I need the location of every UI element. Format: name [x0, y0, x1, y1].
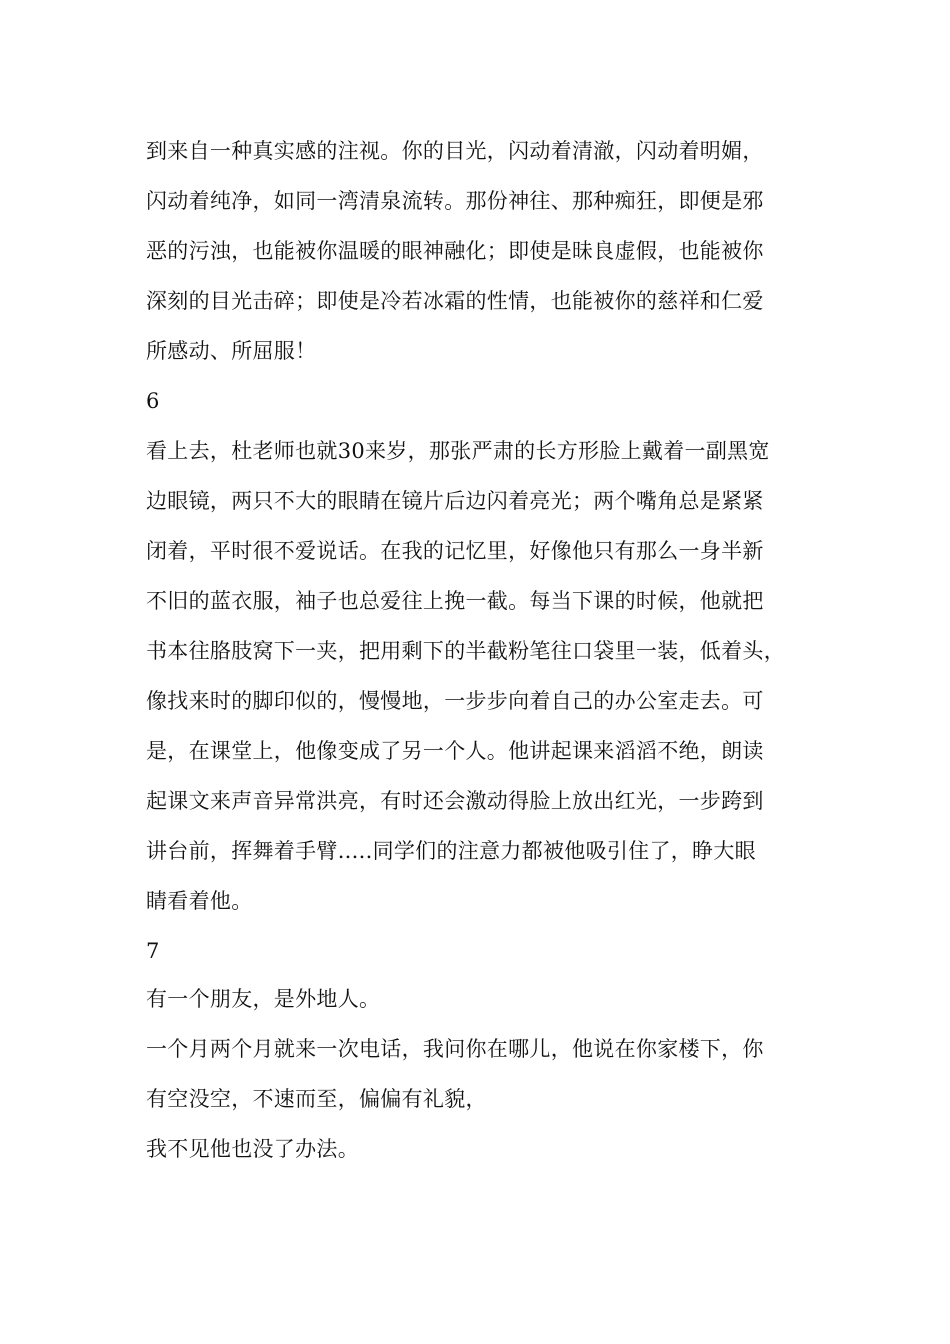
paragraph-line: 闪动着纯净，如同一湾清泉流转。那份神往、那种痴狂，即便是邪: [146, 189, 764, 213]
paragraph-line: 深刻的目光击碎；即使是冷若冰霜的性情，也能被你的慈祥和仁爱: [146, 289, 764, 313]
paragraph-line: 我不见他也没了办法。: [146, 1137, 359, 1161]
paragraph-line: 恶的污浊，也能被你温暖的眼神融化；即使是昧良虚假，也能被你: [146, 239, 764, 263]
paragraph-line: 所感动、所屈服！: [146, 339, 317, 363]
section-number: 6: [146, 389, 160, 413]
paragraph-line: 到来自一种真实感的注视。你的目光，闪动着清澈，闪动着明媚，: [146, 139, 764, 163]
paragraph-line: 边眼镜，两只不大的眼睛在镜片后边闪着亮光；两个嘴角总是紧紧: [146, 489, 764, 513]
paragraph-line: 一个月两个月就来一次电话，我问你在哪儿，他说在你家楼下，你: [146, 1037, 764, 1061]
paragraph-line: 不旧的蓝衣服，袖子也总爱往上挽一截。每当下课的时候，他就把: [146, 589, 764, 613]
paragraph-line: 闭着，平时很不爱说话。在我的记忆里，好像他只有那么一身半新: [146, 539, 764, 563]
paragraph-line: 有一个朋友，是外地人。: [146, 987, 381, 1011]
section-number: 7: [146, 939, 160, 963]
paragraph-line: 像找来时的脚印似的，慢慢地，一步步向着自己的办公室走去。可: [146, 689, 764, 713]
paragraph-line: 看上去，杜老师也就30来岁，那张严肃的长方形脸上戴着一副黑宽: [146, 439, 770, 463]
paragraph-line: 有空没空，不速而至，偏偏有礼貌，: [146, 1087, 487, 1111]
paragraph-line: 起课文来声音异常洪亮，有时还会激动得脸上放出红光，一步跨到: [146, 789, 764, 813]
paragraph-line: 讲台前，挥舞着手臂.....同学们的注意力都被他吸引住了，睁大眼: [146, 839, 756, 863]
paragraph-line: 书本往胳肢窝下一夹，把用剩下的半截粉笔往口袋里一装，低着头，: [146, 639, 785, 663]
paragraph-line: 是，在课堂上，他像变成了另一个人。他讲起课来滔滔不绝，朗读: [146, 739, 764, 763]
paragraph-line: 睛看着他。: [146, 889, 253, 913]
